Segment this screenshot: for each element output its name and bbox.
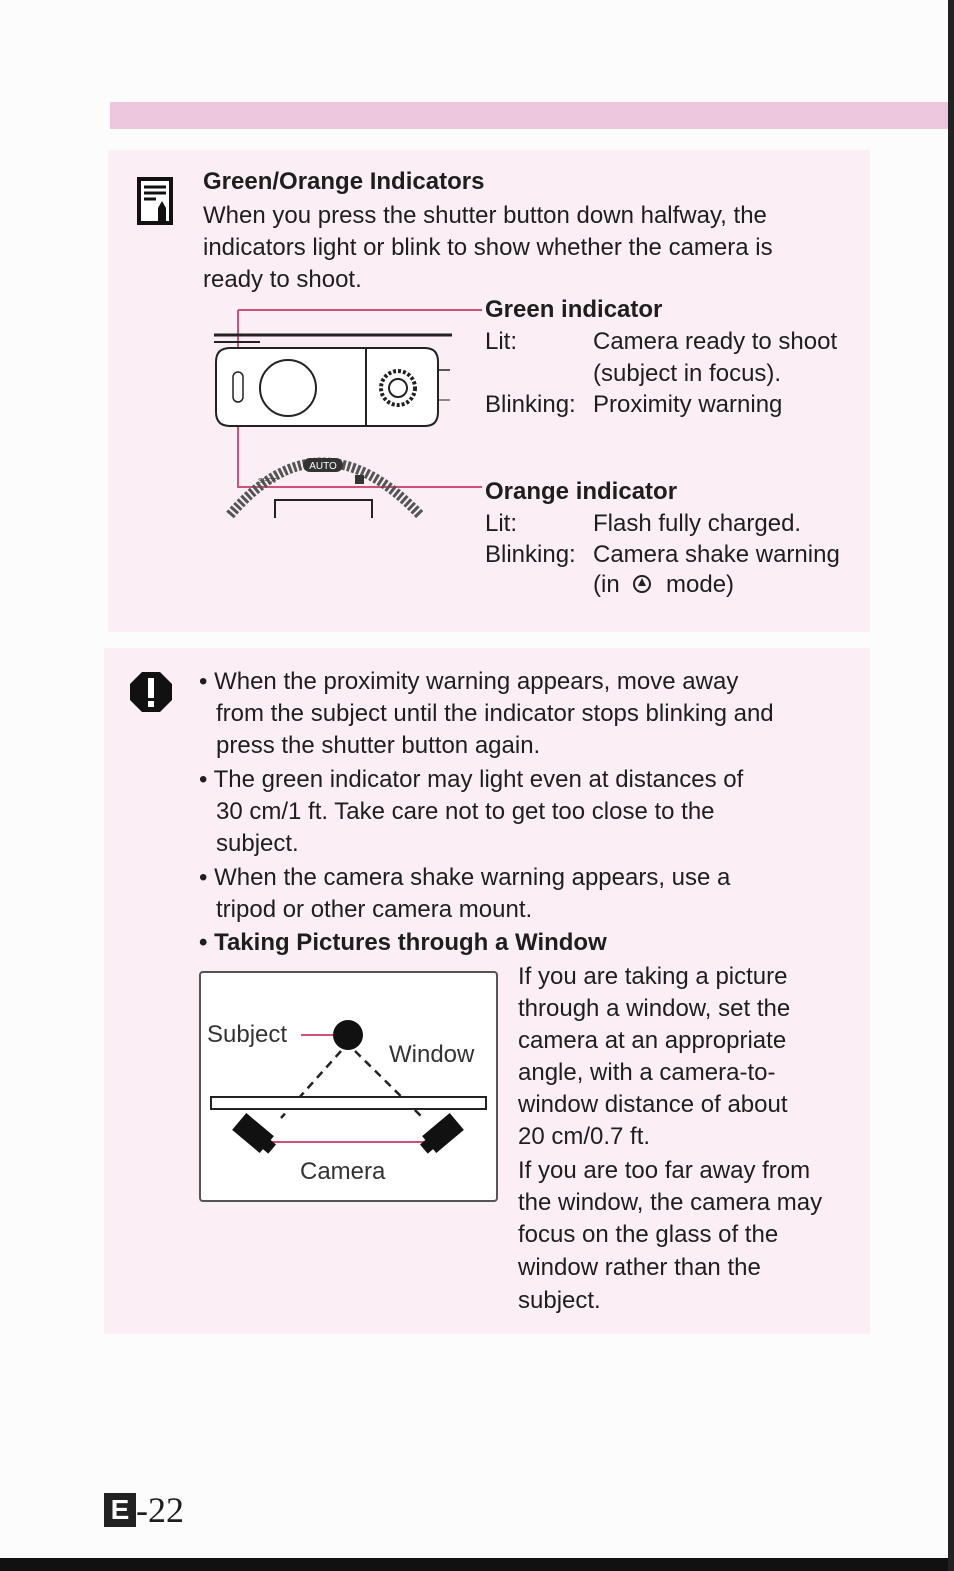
row-text: Camera shake warning xyxy=(593,541,840,568)
camera-top-diagram xyxy=(200,300,490,525)
page-number xyxy=(104,1490,184,1530)
scene-mode-icon xyxy=(632,574,652,594)
window-text-line: 20 cm/0.7 ft. xyxy=(518,1123,651,1150)
spot-label: SPOT xyxy=(258,478,278,485)
bullet-line: from the subject until the indicator stops blinking and xyxy=(216,700,774,727)
row-label: Lit: xyxy=(485,328,518,355)
row-label: Blinking: xyxy=(485,391,576,418)
bullet-item: • The green indicator may light even at distances of xyxy=(199,766,744,793)
bullet-line: 30 cm/1 ft. Take care not to get too close to the xyxy=(216,798,715,825)
window-text-line: subject. xyxy=(518,1287,601,1314)
scan-edge-right xyxy=(948,0,954,1571)
header-band xyxy=(110,102,954,129)
bullet-line: press the shutter button again. xyxy=(216,732,541,759)
row-text: (subject in focus). xyxy=(593,360,782,387)
caution-icon xyxy=(128,668,174,714)
window-heading: • Taking Pictures through a Window xyxy=(199,929,607,956)
row-text: (in xyxy=(593,571,620,598)
window-text-line: angle, with a camera-to- xyxy=(518,1059,776,1086)
window-text-line: through a window, set the xyxy=(518,995,791,1022)
scan-edge-bottom xyxy=(0,1558,954,1571)
row-text: Proximity warning xyxy=(593,391,783,418)
green-indicator-heading: Green indicator xyxy=(485,296,663,323)
bullet-line: tripod or other camera mount. xyxy=(216,896,533,923)
window-text-line: window rather than the xyxy=(518,1254,761,1281)
camera-label: Camera xyxy=(300,1158,386,1185)
row-text: Flash fully charged. xyxy=(593,510,802,537)
window-diagram xyxy=(199,971,498,1202)
page-letter-badge: E xyxy=(104,1493,136,1527)
bullet-line: subject. xyxy=(216,830,299,857)
bullet-item: • When the proximity warning appears, move away xyxy=(199,668,739,695)
subject-label: Subject xyxy=(207,1021,288,1048)
intro-line: indicators light or blink to show whether the camera is xyxy=(203,234,773,261)
window-text-line: window distance of about xyxy=(518,1091,788,1118)
bullet-item: • When the camera shake warning appears, use a xyxy=(199,864,731,891)
window-label: Window xyxy=(389,1041,475,1068)
intro-line: When you press the shutter button down halfway, the xyxy=(203,202,767,229)
auto-mode-label: AUTO xyxy=(309,461,337,472)
window-text-line: If you are taking a picture xyxy=(518,963,788,990)
section-title: Green/Orange Indicators xyxy=(203,168,485,195)
window-text-line: focus on the glass of the xyxy=(518,1221,779,1248)
row-label: Blinking: xyxy=(485,541,576,568)
row-text: mode) xyxy=(666,571,735,598)
window-text-line: camera at an appropriate xyxy=(518,1027,787,1054)
orange-indicator-heading: Orange indicator xyxy=(485,478,678,505)
row-text: Camera ready to shoot xyxy=(593,328,838,355)
page-number-text: -22 xyxy=(136,1490,184,1530)
window-text-line: the window, the camera may xyxy=(518,1189,823,1216)
row-label: Lit: xyxy=(485,510,518,537)
window-text-line: If you are too far away from xyxy=(518,1157,811,1184)
note-icon xyxy=(136,176,176,228)
intro-line: ready to shoot. xyxy=(203,266,362,293)
